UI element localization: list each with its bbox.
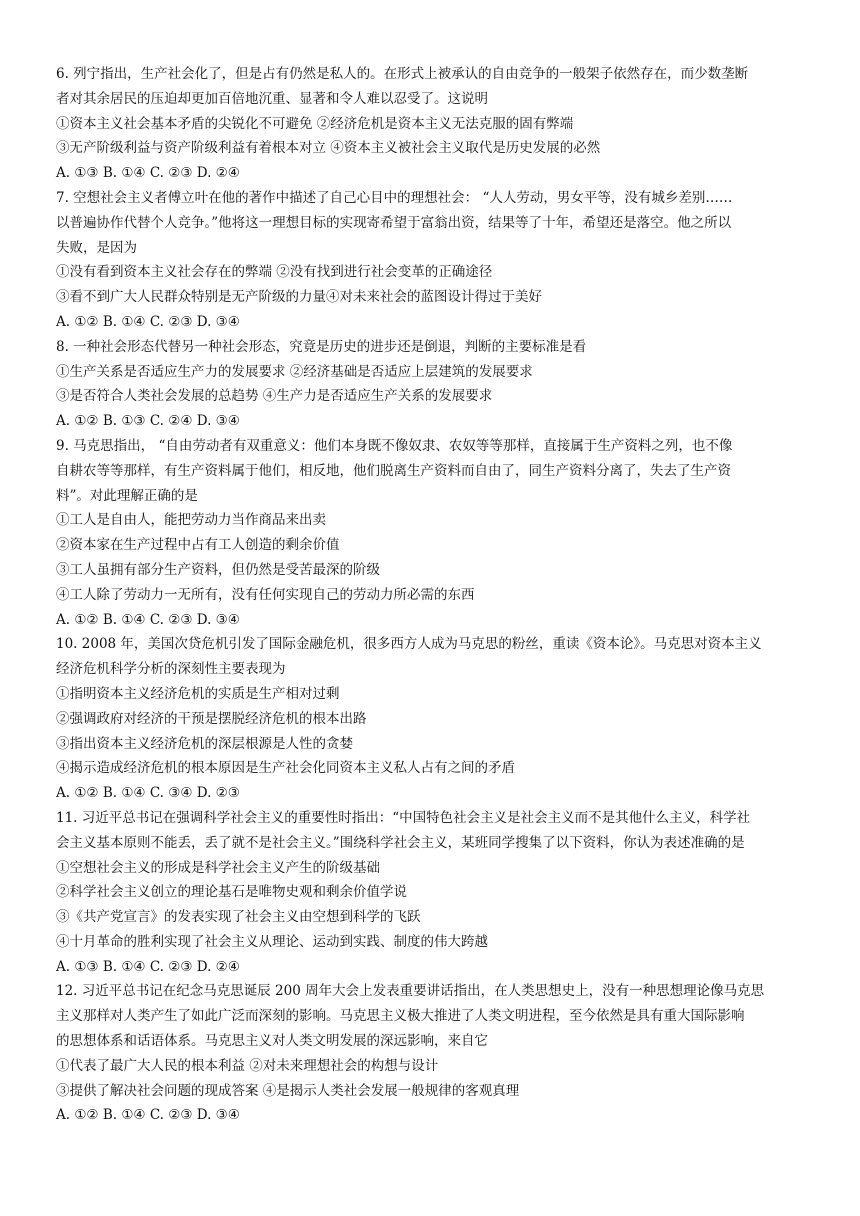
q12-stem-line-3: 的思想体系和话语体系。马克思主义对人类文明发展的深远影响，来自它	[56, 1033, 488, 1050]
q6-stem-line-1: 6. 列宁指出，生产社会化了，但是占有仍然是私人的。在形式上被承认的自由竞争的一般架子依然存在，而少数垄断	[56, 66, 749, 82]
q12-stem-line-1: 12. 习近平总书记在纪念马克思诞辰 200 周年大会上发表重要讲话指出，在人类思想史上，没有一种思想理论像马克思	[56, 983, 765, 1000]
q11-statement-4: ④十月革命的胜利实现了社会主义从理论、运动到实践、制度的伟大跨越	[56, 933, 488, 950]
exam-page	[56, 62, 816, 1128]
q11-statement-1: ①空想社会主义的形成是科学社会主义产生的阶级基础	[56, 859, 380, 876]
q12-options: A. ①② B. ①④ C. ②③ D. ③④	[56, 1107, 240, 1124]
q9-statement-4: ④工人除了劳动力一无所有，没有任何实现自己的劳动力所必需的东西	[56, 586, 475, 603]
q9-stem-line-2: 自耕农等等那样，有生产资料属于他们，相反地，他们脱离生产资料而自由了，同生产资料分离了，失去了生产资	[56, 462, 731, 479]
q7-statements-1-2: ①没有看到资本主义社会存在的弊端 ②没有找到进行社会变革的正确途径	[56, 264, 493, 281]
q6-stem-line-2: 者对其余居民的压迫却更加百倍地沉重、显著和令人难以忍受了。这说明	[56, 90, 488, 107]
q6-statements-1-2: ①资本主义社会基本矛盾的尖锐化不可避免 ②经济危机是资本主义无法克服的固有弊端	[56, 115, 574, 132]
q9-stem-line-1: 9. 马克思指出， “自由劳动者有双重意义：他们本身既不像奴隶、农奴等等那样，直接属于生产资料之列，也不像	[56, 437, 733, 454]
q10-stem-line-2: 经济危机科学分析的深刻性主要表现为	[56, 661, 286, 678]
q11-stem-line-2: 会主义基本原则不能丢，丢了就不是社会主义。”围绕科学社会主义，某班同学搜集了以下资料，你认为表述准确的是	[56, 834, 745, 851]
q7-stem-line-2: 以普遍协作代替个人竞争。”他将这一理想目标的实现寄希望于富翁出资，结果等了十年，希望还是落空。他之所以	[56, 214, 732, 231]
q10-statement-2: ②强调政府对经济的干预是摆脱经济危机的根本出路	[56, 710, 367, 727]
q7-stem-line-1: 7. 空想社会主义者傅立叶在他的著作中描述了自己心目中的理想社会： “人人劳动，男女平等，没有城乡差别……	[56, 189, 733, 206]
q9-options: A. ①② B. ①④ C. ②③ D. ③④	[56, 611, 240, 628]
q9-statement-1: ①工人是自由人，能把劳动力当作商品来出卖	[56, 512, 326, 529]
q9-stem-line-3: 料”。对此理解正确的是	[56, 487, 198, 504]
q8-stem: 8. 一种社会形态代替另一种社会形态，究竟是历史的进步还是倒退，判断的主要标准是看	[56, 338, 587, 355]
q12-stem-line-2: 主义那样对人类产生了如此广泛而深刻的影响。马克思主义极大推进了人类文明进程，至今依然是具有重大国际影响	[56, 1008, 745, 1025]
q10-statement-3: ③指出资本主义经济危机的深层根源是人性的贪婪	[56, 735, 353, 752]
q7-statements-3-4: ③看不到广大人民群众特别是无产阶级的力量④对未来社会的蓝图设计得过于美好	[56, 289, 542, 306]
q11-statement-2: ②科学社会主义创立的理论基石是唯物史观和剩余价值学说	[56, 884, 407, 901]
q10-statement-4: ④揭示造成经济危机的根本原因是生产社会化同资本主义私人占有之间的矛盾	[56, 760, 515, 777]
q8-statements-1-2: ①生产关系是否适应生产力的发展要求 ②经济基础是否适应上层建筑的发展要求	[56, 363, 533, 380]
q11-statement-3: ③《共产党宣言》的发表实现了社会主义由空想到科学的飞跃	[56, 909, 421, 926]
q9-statement-2: ②资本家在生产过程中占有工人创造的剩余价值	[56, 537, 340, 554]
q10-options: A. ①② B. ①④ C. ③④ D. ②③	[56, 785, 240, 802]
q10-statement-1: ①指明资本主义经济危机的实质是生产相对过剩	[56, 685, 340, 702]
q9-statement-3: ③工人虽拥有部分生产资料，但仍然是受苦最深的阶级	[56, 561, 380, 578]
q8-statements-3-4: ③是否符合人类社会发展的总趋势 ④生产力是否适应生产关系的发展要求	[56, 388, 493, 405]
q10-stem-line-1: 10. 2008 年，美国次贷危机引发了国际金融危机，很多西方人成为马克思的粉丝，重读《资本论》。马克思对资本主义	[56, 636, 762, 653]
q11-stem-line-1: 11. 习近平总书记在强调科学社会主义的重要性时指出：“中国特色社会主义是社会主义而不是其他什么主义，科学社	[56, 809, 751, 826]
q8-options: A. ①② B. ①③ C. ②④ D. ③④	[56, 413, 240, 430]
q11-options: A. ①③ B. ①④ C. ②③ D. ②④	[56, 958, 240, 975]
q7-stem-line-3: 失败，是因为	[56, 239, 137, 256]
q12-statements-1-2: ①代表了最广大人民的根本利益 ②对未来理想社会的构想与设计	[56, 1057, 439, 1074]
q6-statements-3-4: ③无产阶级利益与资产阶级利益有着根本对立 ④资本主义被社会主义取代是历史发展的必然	[56, 140, 601, 157]
q7-options: A. ①② B. ①④ C. ②③ D. ③④	[56, 313, 240, 330]
q6-options: A. ①③ B. ①④ C. ②③ D. ②④	[56, 165, 240, 182]
q12-statements-3-4: ③提供了解决社会问题的现成答案 ④是揭示人类社会发展一般规律的客观真理	[56, 1082, 520, 1099]
